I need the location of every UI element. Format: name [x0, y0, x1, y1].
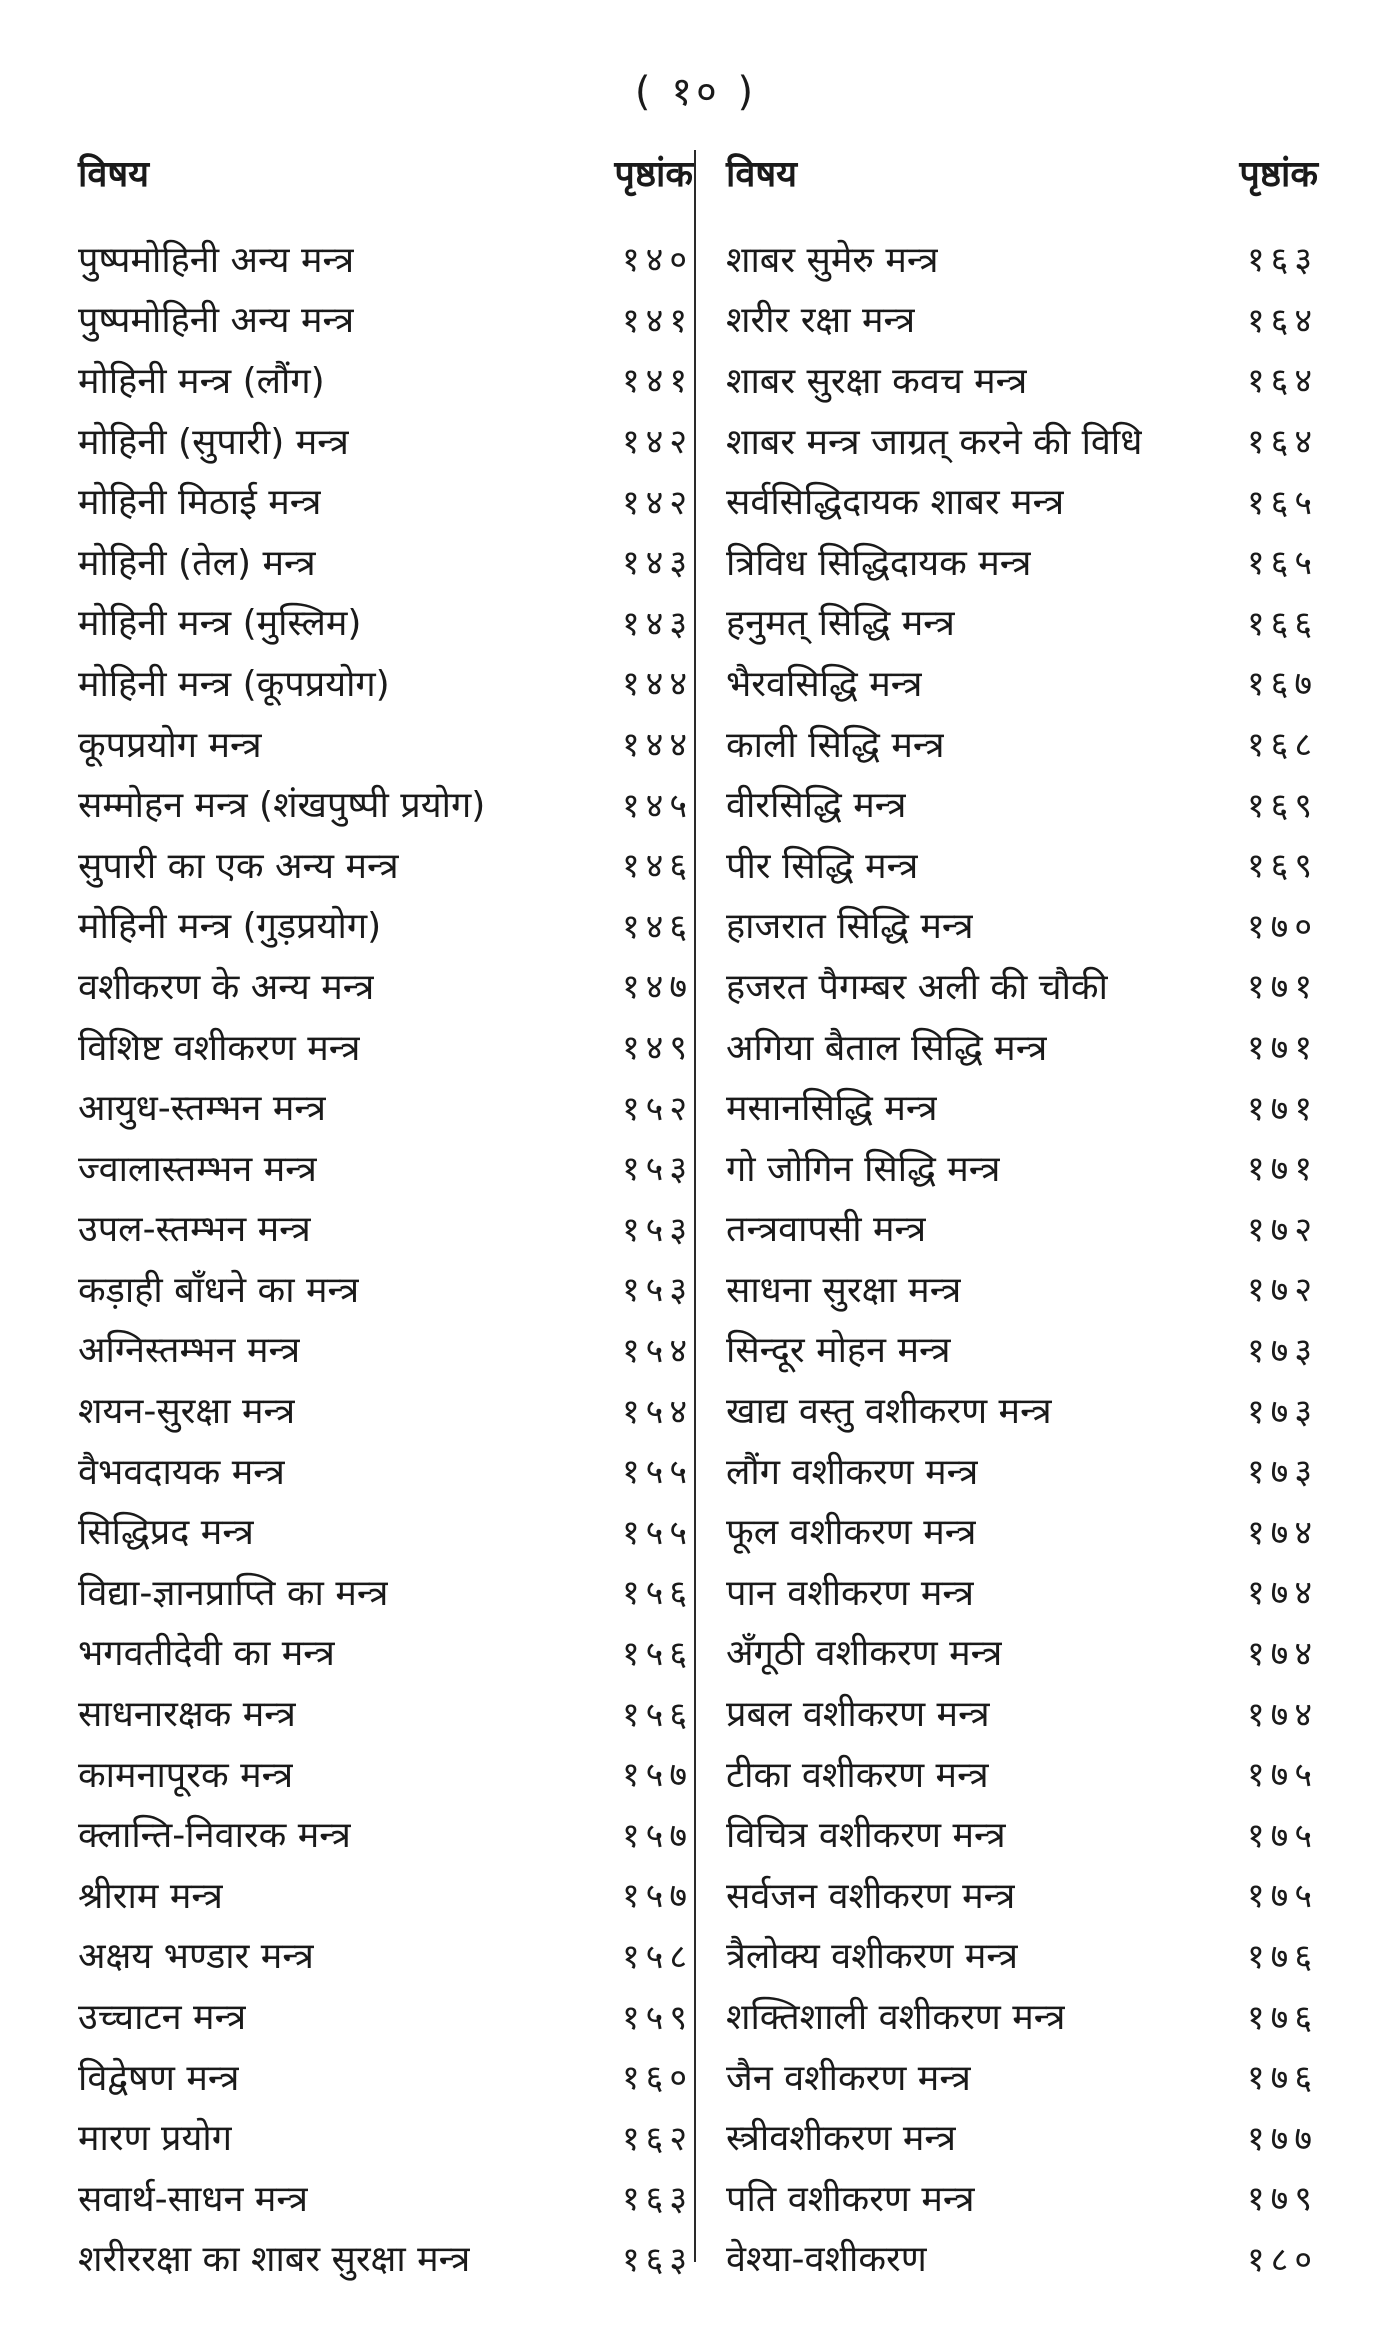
entry-page-number: १७६: [1246, 1997, 1318, 2038]
entry-page-number: १७७: [1246, 2118, 1318, 2159]
entry-page-number: १६४: [1246, 422, 1318, 463]
contents-entry: [78, 1137, 693, 1198]
entry-page-number: १७१: [1246, 1149, 1318, 1190]
entry-title: प्रबल वशीकरण मन्त्र: [726, 1694, 990, 1736]
entry-page-number: १६४: [1246, 361, 1318, 402]
entry-page-number: १५७: [621, 1755, 693, 1796]
contents-entry: [78, 2046, 693, 2107]
contents-entry: [726, 289, 1318, 350]
right-column: [709, 148, 1318, 2288]
entry-title: उपल-स्तम्भन मन्त्र: [78, 1209, 311, 1251]
entry-title: कड़ाही बाँधने का मन्त्र: [78, 1269, 360, 1311]
entry-page-number: १४४: [621, 664, 693, 705]
entry-title: हजरत पैगम्बर अली की चौकी: [726, 966, 1108, 1008]
entry-page-number: १५७: [621, 1815, 693, 1856]
entry-title: साधनारक्षक मन्त्र: [78, 1694, 296, 1736]
entry-page-number: १७१: [1246, 1088, 1318, 1129]
entry-title: मोहिनी मिठाई मन्त्र: [78, 482, 322, 524]
entry-page-number: १७०: [1246, 906, 1318, 947]
entry-title: शाबर सुमेरु मन्त्र: [726, 239, 939, 281]
entry-page-number: १५७: [621, 1876, 693, 1917]
entry-page-number: १५३: [621, 1270, 693, 1311]
contents-entry: [726, 1500, 1318, 1561]
entry-page-number: १४२: [621, 422, 693, 463]
contents-entry: [78, 531, 693, 592]
contents-entry: [726, 713, 1318, 774]
entry-title: शाबर मन्त्र जाग्रत् करने की विधि: [726, 421, 1143, 463]
contents-entry: [726, 1137, 1318, 1198]
entry-title: अग्निस्तम्भन मन्त्र: [78, 1330, 301, 1372]
right-entries-list: [726, 228, 1318, 2288]
contents-entry: [78, 1864, 693, 1925]
entry-title: श्रीराम मन्त्र: [78, 1875, 223, 1917]
contents-entry: [78, 1682, 693, 1743]
contents-entry: [78, 1440, 693, 1501]
contents-entry: [726, 410, 1318, 471]
contents-entry: [78, 1803, 693, 1864]
entry-page-number: १७६: [1246, 2058, 1318, 2099]
entry-page-number: १७३: [1246, 1391, 1318, 1432]
contents-entry: [726, 1076, 1318, 1137]
contents-entry: [78, 1258, 693, 1319]
contents-entry: [726, 2167, 1318, 2228]
contents-entry: [78, 895, 693, 956]
entry-title: काली सिद्धि मन्त्र: [726, 724, 945, 766]
contents-entry: [78, 592, 693, 653]
contents-entry: [726, 955, 1318, 1016]
page-number: ( १० ): [634, 69, 758, 115]
entry-title: सर्वजन वशीकरण मन्त्र: [726, 1875, 1016, 1917]
entry-title: पति वशीकरण मन्त्र: [726, 2178, 975, 2220]
contents-entry: [726, 1016, 1318, 1077]
entry-title: विद्वेषण मन्त्र: [78, 2057, 240, 2099]
left-entries-list: [78, 228, 693, 2288]
left-column: [78, 148, 709, 2288]
entry-title: स्त्रीवशीकरण मन्त्र: [726, 2118, 956, 2160]
entry-title: सर्वसिद्धिदायक शाबर मन्त्र: [726, 482, 1065, 524]
entry-title: शक्तिशाली वशीकरण मन्त्र: [726, 1997, 1066, 2039]
contents-entry: [726, 1198, 1318, 1259]
entry-title: कूपप्रयोग मन्त्र: [78, 724, 262, 766]
entry-title: शाबर सुरक्षा कवच मन्त्र: [726, 360, 1028, 402]
entry-page-number: १६३: [621, 2179, 693, 2220]
entry-title: साधना सुरक्षा मन्त्र: [726, 1269, 962, 1311]
contents-entry: [78, 1198, 693, 1259]
entry-title: हाजरात सिद्धि मन्त्र: [726, 906, 974, 948]
entry-page-number: १५६: [621, 1694, 693, 1735]
contents-entry: [78, 652, 693, 713]
page-header: पृष्ठांक: [1239, 154, 1318, 195]
entry-page-number: १६०: [621, 2058, 693, 2099]
entry-page-number: १४७: [621, 967, 693, 1008]
entry-title: अगिया बैताल सिद्धि मन्त्र: [726, 1027, 1048, 1069]
entry-title: सुपारी का एक अन्य मन्त्र: [78, 845, 399, 887]
entry-title: ज्वालास्तम्भन मन्त्र: [78, 1148, 317, 1190]
contents-entry: [726, 1561, 1318, 1622]
contents-entry: [726, 470, 1318, 531]
entry-title: शरीर रक्षा मन्त्र: [726, 300, 916, 342]
entry-page-number: १७२: [1246, 1209, 1318, 1250]
contents-entry: [78, 1985, 693, 2046]
contents-entry: [78, 228, 693, 289]
entry-title: पान वशीकरण मन्त्र: [726, 1572, 974, 1614]
entry-title: मोहिनी (सुपारी) मन्त्र: [78, 421, 349, 463]
entry-title: अक्षय भण्डार मन्त्र: [78, 1936, 314, 1978]
contents-entry: [726, 1258, 1318, 1319]
entry-title: विद्या-ज्ञानप्राप्ति का मन्त्र: [78, 1572, 389, 1614]
contents-entry: [726, 2046, 1318, 2107]
entry-title: मोहिनी मन्त्र (मुस्लिम): [78, 603, 362, 645]
contents-entry: [78, 1743, 693, 1804]
contents-entry: [78, 2167, 693, 2228]
entry-title: सवार्थ-साधन मन्त्र: [78, 2178, 308, 2220]
contents-entry: [78, 713, 693, 774]
contents-entry: [78, 2106, 693, 2167]
entry-title: खाद्य वस्तु वशीकरण मन्त्र: [726, 1391, 1052, 1433]
entry-page-number: १५४: [621, 1391, 693, 1432]
contents-entry: [726, 1622, 1318, 1683]
entry-page-number: १७९: [1246, 2179, 1318, 2220]
contents-entry: [726, 652, 1318, 713]
entry-page-number: १६५: [1246, 482, 1318, 523]
entry-page-number: १४१: [621, 361, 693, 402]
contents-entry: [726, 1379, 1318, 1440]
entry-title: भगवतीदेवी का मन्त्र: [78, 1633, 335, 1675]
contents-entry: [726, 834, 1318, 895]
contents-entry: [726, 592, 1318, 653]
entry-page-number: १४२: [621, 482, 693, 523]
entry-page-number: १५९: [621, 1997, 693, 2038]
entry-page-number: १६६: [1246, 603, 1318, 644]
entry-title: पुष्पमोहिनी अन्य मन्त्र: [78, 239, 355, 281]
contents-entry: [726, 2106, 1318, 2167]
entry-page-number: १६३: [621, 2239, 693, 2280]
entry-page-number: १५६: [621, 1573, 693, 1614]
entry-title: उच्चाटन मन्त्र: [78, 1997, 247, 2039]
entry-title: टीका वशीकरण मन्त्र: [726, 1754, 989, 1796]
contents-columns: [78, 148, 1318, 2288]
contents-entry: [78, 834, 693, 895]
entry-title: त्रिविध सिद्धिदायक मन्त्र: [726, 542, 1032, 584]
entry-page-number: १५२: [621, 1088, 693, 1129]
entry-page-number: १७६: [1246, 1936, 1318, 1977]
entry-page-number: १७३: [1246, 1330, 1318, 1371]
entry-title: वीरसिद्धि मन्त्र: [726, 785, 907, 827]
contents-entry: [78, 349, 693, 410]
contents-entry: [726, 531, 1318, 592]
entry-page-number: १६३: [1246, 240, 1318, 281]
entry-page-number: १४६: [621, 846, 693, 887]
contents-entry: [78, 1319, 693, 1380]
contents-entry: [726, 1925, 1318, 1986]
contents-entry: [726, 1985, 1318, 2046]
page-header: पृष्ठांक: [614, 154, 693, 195]
entry-page-number: १५८: [621, 1936, 693, 1977]
entry-page-number: १६७: [1246, 664, 1318, 705]
entry-page-number: १५३: [621, 1149, 693, 1190]
entry-page-number: १४०: [621, 240, 693, 281]
contents-entry: [78, 470, 693, 531]
contents-entry: [78, 955, 693, 1016]
entry-page-number: १४५: [621, 785, 693, 826]
entry-page-number: १७४: [1246, 1573, 1318, 1614]
entry-title: कामनापूरक मन्त्र: [78, 1754, 294, 1796]
entry-page-number: १७४: [1246, 1512, 1318, 1553]
contents-entry: [78, 1925, 693, 1986]
entry-page-number: १४३: [621, 543, 693, 584]
contents-entry: [78, 1622, 693, 1683]
entry-page-number: १७१: [1246, 967, 1318, 1008]
entry-title: वैभवदायक मन्त्र: [78, 1451, 285, 1493]
entry-page-number: १४६: [621, 906, 693, 947]
entry-title: पुष्पमोहिनी अन्य मन्त्र: [78, 300, 355, 342]
entry-title: अँगूठी वशीकरण मन्त्र: [726, 1633, 1003, 1675]
subject-header: विषय: [78, 154, 150, 195]
contents-entry: [726, 1682, 1318, 1743]
entry-page-number: १६५: [1246, 543, 1318, 584]
entry-title: मारण प्रयोग: [78, 2118, 233, 2160]
contents-entry: [726, 1803, 1318, 1864]
contents-entry: [78, 289, 693, 350]
entry-page-number: १६४: [1246, 300, 1318, 341]
entry-title: फूल वशीकरण मन्त्र: [726, 1512, 977, 1554]
entry-page-number: १४९: [621, 1028, 693, 1069]
entry-title: वेश्या-वशीकरण: [726, 2239, 927, 2281]
entry-page-number: १७२: [1246, 1270, 1318, 1311]
entry-title: जैन वशीकरण मन्त्र: [726, 2057, 971, 2099]
entry-page-number: १८०: [1246, 2239, 1318, 2280]
contents-entry: [726, 1319, 1318, 1380]
entry-page-number: १७५: [1246, 1876, 1318, 1917]
entry-title: वशीकरण के अन्य मन्त्र: [78, 966, 375, 1008]
entry-page-number: १६२: [621, 2118, 693, 2159]
entry-title: विशिष्ट वशीकरण मन्त्र: [78, 1027, 361, 1069]
right-header-row: [726, 148, 1318, 228]
entry-title: मोहिनी मन्त्र (लौंग): [78, 360, 325, 402]
entry-page-number: १५५: [621, 1512, 693, 1553]
entry-page-number: १७४: [1246, 1633, 1318, 1674]
entry-title: मोहिनी मन्त्र (कूपप्रयोग): [78, 663, 390, 705]
contents-entry: [78, 1561, 693, 1622]
entry-title: मोहिनी मन्त्र (गुड़प्रयोग): [78, 906, 382, 948]
entry-title: सिन्दूर मोहन मन्त्र: [726, 1330, 951, 1372]
contents-entry: [78, 1379, 693, 1440]
contents-entry: [78, 1016, 693, 1077]
entry-title: विचित्र वशीकरण मन्त्र: [726, 1815, 1006, 1857]
entry-page-number: १६८: [1246, 725, 1318, 766]
entry-page-number: १६९: [1246, 785, 1318, 826]
contents-entry: [726, 1864, 1318, 1925]
entry-page-number: १५४: [621, 1330, 693, 1371]
contents-entry: [726, 1743, 1318, 1804]
entry-title: हनुमत् सिद्धि मन्त्र: [726, 603, 955, 645]
contents-entry: [726, 1440, 1318, 1501]
contents-entry: [78, 1500, 693, 1561]
entry-title: पीर सिद्धि मन्त्र: [726, 845, 919, 887]
entry-page-number: १५३: [621, 1209, 693, 1250]
entry-page-number: १७४: [1246, 1694, 1318, 1735]
contents-entry: [726, 2228, 1318, 2289]
contents-entry: [726, 773, 1318, 834]
entry-title: सम्मोहन मन्त्र (शंखपुष्पी प्रयोग): [78, 785, 486, 827]
entry-page-number: १७३: [1246, 1452, 1318, 1493]
entry-title: गो जोगिन सिद्धि मन्त्र: [726, 1148, 1001, 1190]
left-header-row: [78, 148, 693, 228]
entry-page-number: १४४: [621, 725, 693, 766]
entry-page-number: १४३: [621, 603, 693, 644]
contents-entry: [78, 773, 693, 834]
contents-entry: [726, 349, 1318, 410]
entry-page-number: १६९: [1246, 846, 1318, 887]
entry-title: क्लान्ति-निवारक मन्त्र: [78, 1815, 351, 1857]
entry-title: त्रैलोक्य वशीकरण मन्त्र: [726, 1936, 1018, 1978]
entry-page-number: १५५: [621, 1452, 693, 1493]
entry-title: मोहिनी (तेल) मन्त्र: [78, 542, 316, 584]
contents-entry: [78, 1076, 693, 1137]
entry-title: शरीररक्षा का शाबर सुरक्षा मन्त्र: [78, 2239, 471, 2281]
contents-entry: [78, 410, 693, 471]
entry-title: सिद्धिप्रद मन्त्र: [78, 1512, 254, 1554]
entry-title: शयन-सुरक्षा मन्त्र: [78, 1391, 296, 1433]
contents-entry: [78, 2228, 693, 2289]
entry-page-number: १५६: [621, 1633, 693, 1674]
entry-title: मसानसिद्धि मन्त्र: [726, 1088, 938, 1130]
entry-page-number: १७५: [1246, 1815, 1318, 1856]
subject-header: विषय: [726, 154, 798, 195]
entry-title: भैरवसिद्धि मन्त्र: [726, 663, 923, 705]
contents-entry: [726, 228, 1318, 289]
entry-page-number: १७५: [1246, 1755, 1318, 1796]
entry-page-number: १४१: [621, 300, 693, 341]
entry-title: आयुध-स्तम्भन मन्त्र: [78, 1088, 326, 1130]
entry-page-number: १७१: [1246, 1028, 1318, 1069]
contents-entry: [726, 895, 1318, 956]
entry-title: तन्त्रवापसी मन्त्र: [726, 1209, 927, 1251]
entry-title: लौंग वशीकरण मन्त्र: [726, 1451, 979, 1493]
